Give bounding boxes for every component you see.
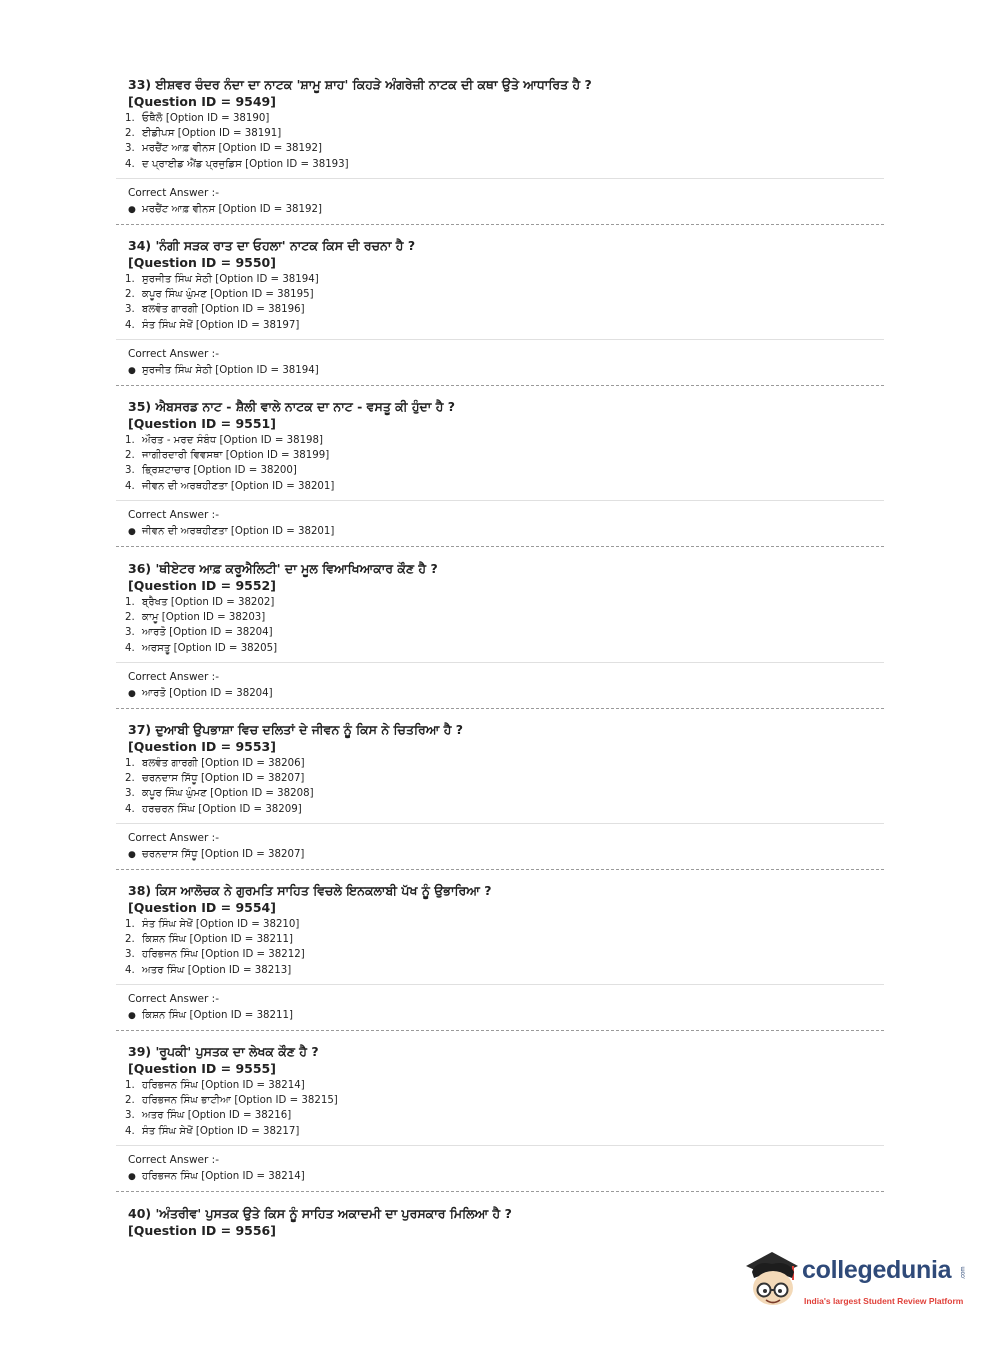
option-item: 2. ਹਰਿਭਜਨ ਸਿੰਘ ਭਾਟੀਆ [Option ID = 38215]	[125, 1095, 338, 1107]
option-item: 3. ਮਰਚੈਂਟ ਆਫ਼ ਵੀਨਸ [Option ID = 38192]	[125, 143, 322, 155]
correct-answer-value: ● ਚਰਨਦਾਸ ਸਿੱਧੂ [Option ID = 38207]	[128, 847, 884, 863]
correct-answer-section	[116, 178, 884, 224]
question-id: [Question ID = 9554]	[128, 900, 276, 915]
option-item: 2. ਚਰਨਦਾਸ ਸਿੱਧੂ [Option ID = 38207]	[125, 773, 305, 785]
options-list	[125, 756, 884, 817]
option-item: 4. ਸੰਤ ਸਿੰਘ ਸੇਖੋਂ [Option ID = 38197]	[125, 319, 300, 331]
question-block-37	[116, 716, 884, 870]
correct-answer-label: Correct Answer :-	[128, 670, 219, 683]
options-list	[125, 917, 884, 978]
option-item: 1. ਬ੍ਰੈਖਤ [Option ID = 38202]	[125, 597, 275, 608]
question-id: [Question ID = 9552]	[128, 578, 276, 593]
option-item: 3. ਕਪੂਰ ਸਿੰਘ ਘੁੰਮਣ [Option ID = 38208]	[125, 788, 314, 800]
bullet-icon: ●	[128, 204, 136, 215]
option-item: 4. ਦ ਪ੍ਰਾਈਡ ਐਂਡ ਪ੍ਰਜੁਡਿਸ [Option ID = 38193]	[125, 158, 349, 170]
option-item: 2. ਕਾਮੂ [Option ID = 38203]	[125, 612, 266, 624]
question-id: [Question ID = 9555]	[128, 1061, 276, 1076]
question-text: 35) ਐਬਸਰਡ ਨਾਟ - ਸ਼ੈਲੀ ਵਾਲੇ ਨਾਟਕ ਦਾ ਨਾਟ - ਵਸਤੂ ਕੀ ਹੁੰਦਾ ਹੈ ?	[128, 399, 455, 414]
correct-answer-value: ● ਜੀਵਨ ਦੀ ਅਰਥਹੀਣਤਾ [Option ID = 38201]	[128, 524, 884, 540]
question-block-39	[116, 1038, 884, 1192]
question-block-38	[116, 877, 884, 1031]
correct-answer-value: ● ਮਰਚੈਂਟ ਆਫ਼ ਵੀਨਸ [Option ID = 38192]	[128, 202, 884, 218]
option-item: 4. ਸੰਤ ਸਿੰਘ ਸੇਖੋਂ [Option ID = 38217]	[125, 1125, 300, 1137]
bullet-icon: ●	[128, 526, 136, 537]
options-list	[125, 111, 884, 172]
option-item: 3. ਅਤਰ ਸਿੰਘ [Option ID = 38216]	[125, 1110, 292, 1122]
logo-wordmark: collegedunia	[802, 1256, 952, 1284]
correct-answer-value: ● ਕਿਸ਼ਨ ਸਿੰਘ [Option ID = 38211]	[128, 1008, 884, 1024]
option-item: 4. ਹਰਚਰਨ ਸਿੰਘ [Option ID = 38209]	[125, 803, 302, 815]
mascot-graduation-cap-icon	[742, 1248, 804, 1312]
question-text: 37) ਦੁਆਬੀ ਉਪਭਾਸ਼ਾ ਵਿਚ ਦਲਿਤਾਂ ਦੇ ਜੀਵਨ ਨੂੰ ਕਿਸ ਨੇ ਚਿਤਰਿਆ ਹੈ ?	[128, 722, 463, 737]
options-list	[125, 595, 884, 656]
options-list	[125, 433, 884, 494]
correct-answer-section	[116, 500, 884, 546]
option-item: 2. ਜਾਗੀਰਦਾਰੀ ਵਿਵਸਥਾ [Option ID = 38199]	[125, 450, 330, 462]
option-item: 2. ਕਪੂਰ ਸਿੰਘ ਘੁੰਮਣ [Option ID = 38195]	[125, 289, 314, 301]
correct-answer-label: Correct Answer :-	[128, 508, 219, 521]
correct-answer-section	[116, 662, 884, 708]
correct-answer-label: Correct Answer :-	[128, 831, 219, 844]
option-item: 1. ਔਰਤ - ਮਰਦ ਸੰਬੰਧ [Option ID = 38198]	[125, 435, 323, 446]
question-text: 34) 'ਨੰਗੀ ਸੜਕ ਰਾਤ ਦਾ ਓਹਲਾ' ਨਾਟਕ ਕਿਸ ਦੀ ਰਚਨਾ ਹੈ ?	[128, 238, 416, 253]
option-item: 1. ਬਲਵੰਤ ਗਾਰਗੀ [Option ID = 38206]	[125, 758, 305, 769]
correct-answer-label: Correct Answer :-	[128, 186, 219, 199]
question-block-33	[116, 71, 884, 225]
question-id: [Question ID = 9553]	[128, 739, 276, 754]
option-item: 4. ਅਤਰ ਸਿੰਘ [Option ID = 38213]	[125, 964, 292, 976]
question-text: 39) 'ਰੂਪਕੀ' ਪੁਸਤਕ ਦਾ ਲੇਖਕ ਕੌਣ ਹੈ ?	[128, 1044, 319, 1059]
question-id: [Question ID = 9551]	[128, 416, 276, 431]
correct-answer-value: ● ਸੁਰਜੀਤ ਸਿੰਘ ਸੇਠੀ [Option ID = 38194]	[128, 363, 884, 379]
question-block-34	[116, 232, 884, 386]
bullet-icon: ●	[128, 1171, 136, 1182]
logo-suffix: .com	[960, 1266, 967, 1280]
collegedunia-logo	[742, 1248, 972, 1314]
question-text: 33) ਈਸ਼ਵਰ ਚੰਦਰ ਨੰਦਾ ਦਾ ਨਾਟਕ 'ਸ਼ਾਮੂ ਸ਼ਾਹ' ਕਿਹੜੇ ਅੰਗਰੇਜ਼ੀ ਨਾਟਕ ਦੀ ਕਥਾ ਉਤੇ ਆਧਾਰਿਤ ਹੈ ?	[128, 77, 592, 92]
correct-answer-value: ● ਹਰਿਭਜਨ ਸਿੰਘ [Option ID = 38214]	[128, 1169, 884, 1185]
question-id: [Question ID = 9556]	[128, 1223, 276, 1238]
correct-answer-section	[116, 1145, 884, 1191]
question-block-40	[116, 1200, 884, 1245]
question-text: 38) ਕਿਸ ਆਲੋਚਕ ਨੇ ਗੁਰਮਤਿ ਸਾਹਿਤ ਵਿਚਲੇ ਇਨਕਲਾਬੀ ਪੱਖ ਨੂੰ ਉਭਾਰਿਆ ?	[128, 883, 492, 898]
correct-answer-label: Correct Answer :-	[128, 347, 219, 360]
option-item: 2. ਈਡੀਪਸ [Option ID = 38191]	[125, 128, 282, 140]
bullet-icon: ●	[128, 849, 136, 860]
option-item: 3. ਬਲਵੰਤ ਗਾਰਗੀ [Option ID = 38196]	[125, 304, 305, 316]
question-block-36	[116, 555, 884, 709]
options-list	[125, 1078, 884, 1139]
options-list	[125, 272, 884, 333]
option-item: 4. ਜੀਵਨ ਦੀ ਅਰਥਹੀਣਤਾ [Option ID = 38201]	[125, 480, 335, 492]
correct-answer-value: ● ਆਰਤੋ [Option ID = 38204]	[128, 686, 884, 702]
correct-answer-label: Correct Answer :-	[128, 1153, 219, 1166]
correct-answer-section	[116, 339, 884, 385]
option-item: 3. ਆਰਤੋ [Option ID = 38204]	[125, 627, 273, 639]
option-item: 2. ਕਿਸ਼ਨ ਸਿੰਘ [Option ID = 38211]	[125, 934, 293, 946]
logo-tagline: India's largest Student Review Platform	[804, 1296, 964, 1306]
question-id: [Question ID = 9549]	[128, 94, 276, 109]
option-item: 1. ਸੰਤ ਸਿੰਘ ਸੇਖੋਂ [Option ID = 38210]	[125, 919, 300, 930]
question-id: [Question ID = 9550]	[128, 255, 276, 270]
bullet-icon: ●	[128, 1010, 136, 1021]
option-item: 1. ਸੁਰਜੀਤ ਸਿੰਘ ਸੇਠੀ [Option ID = 38194]	[125, 274, 319, 285]
question-block-35	[116, 393, 884, 547]
bullet-icon: ●	[128, 365, 136, 376]
question-text: 40) 'ਅੰਤਰੀਵ' ਪੁਸਤਕ ਉਤੇ ਕਿਸ ਨੂੰ ਸਾਹਿਤ ਅਕਾਦਮੀ ਦਾ ਪੁਰਸਕਾਰ ਮਿਲਿਆ ਹੈ ?	[128, 1206, 512, 1221]
bullet-icon: ●	[128, 688, 136, 699]
option-item: 4. ਅਰਸਤੂ [Option ID = 38205]	[125, 642, 278, 654]
correct-answer-section	[116, 823, 884, 869]
correct-answer-label: Correct Answer :-	[128, 992, 219, 1005]
option-item: 1. ਓਥੈਲੋ [Option ID = 38190]	[125, 113, 270, 124]
correct-answer-section	[116, 984, 884, 1030]
option-item: 1. ਹਰਿਭਜਨ ਸਿੰਘ [Option ID = 38214]	[125, 1080, 305, 1091]
option-item: 3. ਭ੍ਰਿਸ਼ਟਾਚਾਰ [Option ID = 38200]	[125, 465, 297, 477]
question-text: 36) 'ਥੀਏਟਰ ਆਫ਼ ਕਰੂਐਲਿਟੀ' ਦਾ ਮੂਲ ਵਿਆਖਿਆਕਾਰ ਕੌਣ ਹੈ ?	[128, 561, 438, 576]
option-item: 3. ਹਰਿਭਜਨ ਸਿੰਘ [Option ID = 38212]	[125, 949, 305, 961]
